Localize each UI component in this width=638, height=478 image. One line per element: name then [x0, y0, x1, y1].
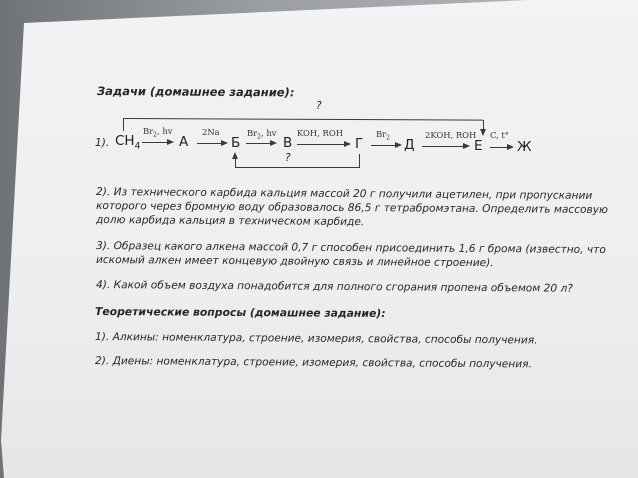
- theory-question-2: 2). Диены: номенклатура, строение, изомерия, свойства, способы получения.: [94, 355, 532, 371]
- reagent-3: [247, 128, 276, 141]
- task-3-line-1: 3). Образец какого алкена массой 0,7 г способен присоединить 1,6 г брома (известно, что: [95, 240, 606, 257]
- reagent-1-main: Br: [143, 126, 154, 136]
- arrow-7-head: [507, 144, 514, 150]
- reagent-1: [143, 126, 172, 139]
- reagent-5-main: Br: [376, 129, 387, 139]
- arrow-2-line: [197, 143, 222, 144]
- compound-zh: Ж: [517, 139, 532, 155]
- compound-a: А: [179, 134, 189, 150]
- reagent-5: [376, 129, 390, 142]
- bottom-bracket-right: [359, 154, 360, 168]
- top-bracket-arrow: [480, 129, 486, 136]
- reagent-3-main: Br: [247, 128, 258, 138]
- reagent-2: 2Na: [202, 127, 220, 137]
- arrow-1-line: [142, 142, 168, 143]
- reagent-5-sub: 2: [386, 134, 390, 142]
- compound-e: Е: [474, 138, 483, 154]
- theory-question-1: 1). Алкины: номенклатура, строение, изомерия, свойства, способы получения.: [94, 331, 538, 347]
- task-2-line-1: 2). Из технического карбида кальция массой 20 г получили ацетилен, при пропускании: [95, 186, 593, 202]
- task-3-line-2: искомый алкен имеет концевую двойную связь и линейное строение).: [95, 254, 494, 270]
- arrow-1-head: [167, 139, 174, 145]
- reagent-1-sub: 2: [153, 131, 157, 139]
- arrow-5-head: [395, 142, 402, 148]
- arrow-6-head: [463, 143, 470, 149]
- formula-ch4-main: CH: [115, 133, 135, 149]
- reagent-6: 2KOH, ROH: [425, 130, 477, 140]
- formula-ch4: [115, 133, 140, 152]
- arrow-5-line: [371, 145, 396, 146]
- arrow-3-line: [246, 143, 271, 144]
- reagent-3-sub: 2: [257, 133, 261, 141]
- arrow-3-head: [270, 140, 277, 146]
- bottom-bracket-left: [235, 158, 236, 167]
- theory-heading: Теоретические вопросы (домашнее задание):: [94, 305, 386, 321]
- arrow-2-head: [221, 140, 228, 146]
- reagent-4: KOH, ROH: [297, 128, 344, 138]
- bottom-question-mark: ?: [285, 152, 291, 164]
- arrow-4-line: [297, 144, 345, 145]
- scheme-number: 1).: [95, 137, 110, 149]
- tasks-heading: Задачи (домашнее задание):: [96, 84, 295, 100]
- reagent-1-tail: , hv: [157, 126, 173, 136]
- top-bracket-left: [123, 118, 124, 131]
- reagent-3-tail: , hv: [261, 128, 277, 138]
- task-2-line-3: долю карбида кальция в техническом карбиде.: [95, 214, 365, 229]
- bottom-bracket-arrow: [232, 152, 238, 159]
- compound-d: Д: [404, 137, 415, 153]
- arrow-4-head: [344, 141, 351, 147]
- formula-ch4-sub: 4: [134, 141, 141, 152]
- compound-v: В: [283, 135, 293, 151]
- task-4-line-1: 4). Какой объем воздуха понадобится для полного сгорания пропена объемом 20 л?: [95, 279, 573, 295]
- task-2-line-2: которого через бромную воду образовалось 86,5 г тетрабромэтана. Определить массовую: [95, 200, 609, 217]
- arrow-7-line: [490, 147, 508, 148]
- top-bracket-line: [123, 118, 483, 121]
- reagent-7: C, t°: [490, 130, 509, 140]
- bottom-bracket-line: [235, 167, 360, 168]
- arrow-6-line: [422, 146, 464, 147]
- compound-g: Г: [355, 136, 364, 152]
- compound-b: Б: [231, 135, 241, 151]
- top-question-mark: ?: [316, 100, 322, 112]
